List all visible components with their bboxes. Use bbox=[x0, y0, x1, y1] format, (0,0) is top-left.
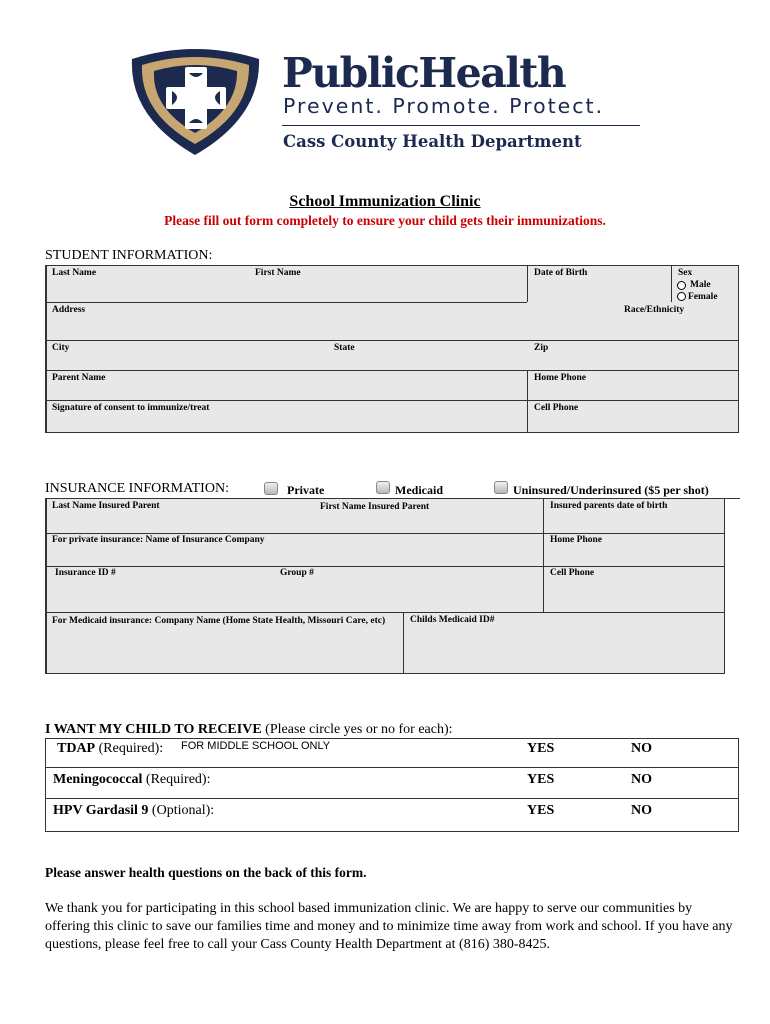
state-input[interactable] bbox=[328, 341, 526, 370]
vaccine-row-hpv bbox=[53, 803, 214, 819]
vaccines-heading bbox=[45, 722, 453, 738]
uninsured-label: Uninsured/Underinsured ($5 per shot) bbox=[513, 483, 709, 497]
male-label: Male bbox=[690, 280, 711, 290]
insurance-company-label: For private insurance: Name of Insurance Company bbox=[52, 535, 265, 545]
medicaid-checkbox[interactable] bbox=[376, 481, 390, 494]
vaccines-heading-rest: (Please circle yes or no for each): bbox=[261, 722, 453, 737]
insured-dob-label: Insured parents date of birth bbox=[550, 501, 668, 511]
yes-option[interactable]: YES bbox=[527, 741, 555, 756]
vaccines-heading-bold: I WANT MY CHILD TO RECEIVE bbox=[45, 722, 262, 737]
private-label: Private bbox=[287, 483, 325, 497]
yes-option[interactable]: YES bbox=[527, 772, 555, 787]
insurance-home-phone-label: Home Phone bbox=[550, 535, 602, 545]
form-subtitle: Please fill out form completely to ensure your child gets their immunizations. bbox=[164, 213, 606, 228]
vaccine-note: (Required): bbox=[142, 772, 211, 787]
zip-input[interactable] bbox=[528, 341, 738, 370]
city-input[interactable] bbox=[46, 341, 326, 370]
vaccine-extra-note: FOR MIDDLE SCHOOL ONLY bbox=[181, 740, 331, 752]
parent-name-input[interactable] bbox=[46, 371, 526, 400]
dob-label: Date of Birth bbox=[534, 268, 588, 278]
insurance-cell-phone-label: Cell Phone bbox=[550, 568, 595, 578]
cell-phone-label: Cell Phone bbox=[534, 403, 579, 413]
logo-tagline: Prevent. Promote. Protect. bbox=[283, 94, 605, 118]
closing-paragraph: We thank you for participating in this school based immunization clinic. We are happy to serve our communities by offering this clinic to save our families time and money and to minimize time away from work and school. If you have any questions, please feel free to call your Cass County Health Department at (816) 380-8425. bbox=[45, 901, 733, 952]
address-label: Address bbox=[52, 305, 86, 315]
address-input[interactable] bbox=[46, 303, 616, 339]
female-label: Female bbox=[688, 292, 718, 302]
race-label: Race/Ethnicity bbox=[624, 305, 685, 315]
vaccine-note: (Required): bbox=[95, 741, 164, 756]
vaccine-name: HPV Gardasil 9 bbox=[53, 803, 149, 818]
medicaid-label: Medicaid bbox=[395, 483, 443, 497]
form-title: School Immunization Clinic bbox=[289, 193, 481, 210]
male-radio[interactable] bbox=[677, 281, 686, 290]
childs-medicaid-label: Childs Medicaid ID# bbox=[410, 615, 495, 625]
city-label: City bbox=[52, 343, 70, 353]
sex-label: Sex bbox=[678, 268, 693, 278]
group-label: Group # bbox=[280, 568, 314, 578]
student-heading: STUDENT INFORMATION: bbox=[45, 248, 213, 263]
logo-title: PublicHealth bbox=[282, 49, 566, 97]
first-name-label: First Name bbox=[255, 268, 301, 278]
vaccine-row-tdap bbox=[57, 741, 163, 757]
insurance-heading: INSURANCE INFORMATION: bbox=[45, 481, 229, 496]
no-option[interactable]: NO bbox=[631, 741, 652, 756]
back-note: Please answer health questions on the back of this form. bbox=[45, 865, 367, 880]
medicaid-company-label: For Medicaid insurance: Company Name (Home State Health, Missouri Care, etc) bbox=[52, 616, 386, 626]
vaccine-note: (Optional): bbox=[148, 803, 215, 818]
state-label: State bbox=[334, 343, 355, 353]
logo-divider bbox=[282, 125, 640, 126]
shield-cross-icon bbox=[128, 45, 263, 157]
uninsured-checkbox[interactable] bbox=[494, 481, 508, 494]
logo bbox=[128, 45, 263, 157]
private-checkbox[interactable] bbox=[264, 482, 278, 495]
vaccine-name: Meningococcal bbox=[53, 772, 143, 787]
insured-first-name-label: First Name Insured Parent bbox=[320, 502, 430, 512]
vaccine-row-meningococcal bbox=[53, 772, 210, 788]
home-phone-label: Home Phone bbox=[534, 373, 586, 383]
insurance-id-label: Insurance ID # bbox=[55, 568, 116, 578]
vaccine-name: TDAP bbox=[57, 741, 96, 756]
female-radio[interactable] bbox=[677, 292, 686, 301]
department-name: Cass County Health Department bbox=[283, 132, 582, 151]
no-option[interactable]: NO bbox=[631, 772, 652, 787]
no-option[interactable]: NO bbox=[631, 803, 652, 818]
yes-option[interactable]: YES bbox=[527, 803, 555, 818]
zip-label: Zip bbox=[534, 343, 549, 353]
parent-name-label: Parent Name bbox=[52, 373, 106, 383]
last-name-label: Last Name bbox=[52, 268, 97, 278]
insured-last-name-label: Last Name Insured Parent bbox=[52, 501, 160, 511]
signature-label: Signature of consent to immunize/treat bbox=[52, 403, 210, 413]
